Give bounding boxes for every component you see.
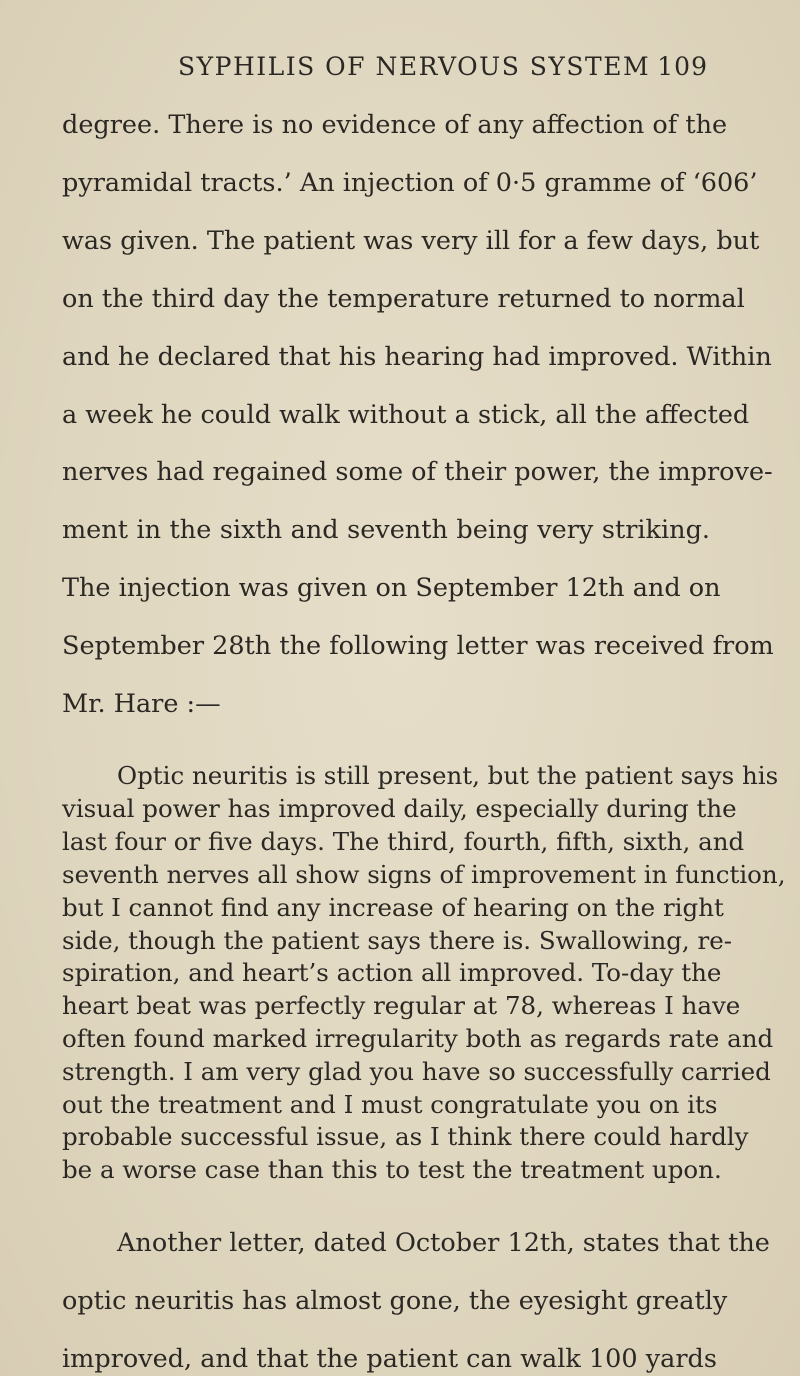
text-line: Mr. Hare :— — [62, 689, 221, 720]
text-line: nerves had regained some of their power, the improve- — [62, 457, 773, 488]
text-line: a week he could walk without a stick, all the affected — [62, 399, 750, 430]
text-line: The injection was given on September 12th and on — [62, 573, 721, 604]
quote-line: heart beat was perfectly regular at 78, whereas I have — [62, 991, 741, 1021]
quote-line: often found marked irregularity both as regards rate and — [62, 1024, 774, 1054]
quote-line: visual power has improved daily, especially during the — [62, 794, 737, 824]
text-line: pyramidal tracts.’ An injection of 0·5 gramme of ‘606’ — [62, 167, 758, 198]
quote-line: out the treatment and I must congratulate you on its — [62, 1089, 718, 1119]
quote-line: probable successful issue, as I think there could hardly — [62, 1122, 749, 1152]
text-line: improved, and that the patient can walk 100 yards — [62, 1343, 717, 1374]
quote-line: but I cannot find any increase of hearing on the right — [62, 892, 724, 922]
text-line: on the third day the temperature returned to normal — [62, 283, 745, 314]
quote-line: side, though the patient says there is. Swallowing, re- — [62, 925, 732, 955]
text-line: ment in the sixth and seventh being very striking. — [62, 515, 710, 546]
running-title: SYPHILIS OF NERVOUS SYSTEM — [178, 52, 651, 81]
text-line: degree. There is no evidence of any affection of the — [62, 110, 728, 140]
quote-line: last four or five days. The third, fourth, fifth, sixth, and — [62, 827, 745, 857]
text-line: and he declared that his hearing had improved. Within — [62, 341, 772, 372]
quote-line: seventh nerves all show signs of improvement in function, — [62, 859, 786, 889]
text-line: Another letter, dated October 12th, states that the — [117, 1227, 770, 1258]
page-number: 109 — [657, 52, 708, 81]
quote-line: spiration, and heart’s action all improved. To-day the — [62, 958, 722, 988]
page-header — [178, 52, 708, 86]
text-line: September 28th the following letter was received from — [62, 631, 774, 662]
quote-line: strength. I am very glad you have so successfully carried — [62, 1056, 771, 1086]
quote-line: Optic neuritis is still present, but the patient says his — [117, 761, 779, 791]
text-line: was given. The patient was very ill for a few days, but — [62, 225, 760, 256]
text-line: optic neuritis has almost gone, the eyesight greatly — [62, 1285, 728, 1316]
quote-line: be a worse case than this to test the treatment upon. — [62, 1155, 722, 1185]
